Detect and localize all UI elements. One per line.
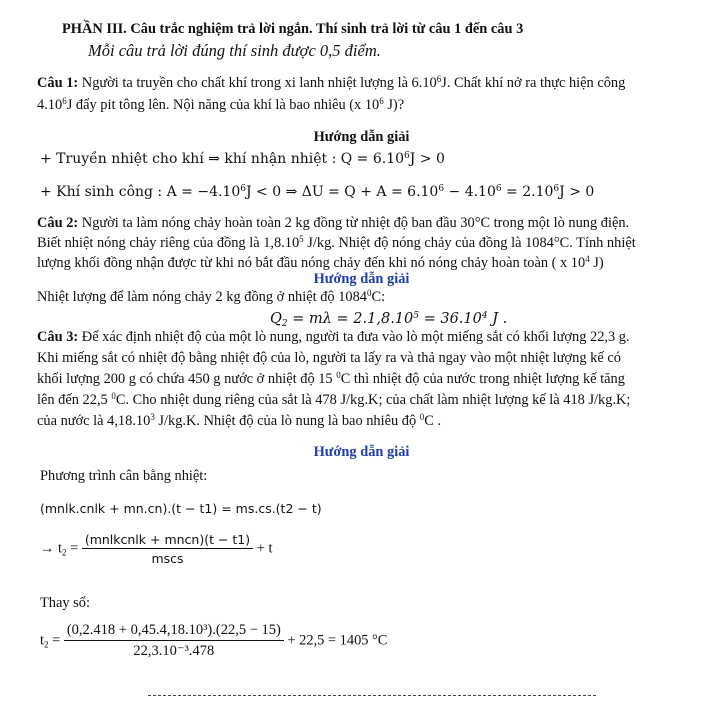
q3-line-1: Câu 3: Để xác định nhiệt độ của một lò nung, người ta đưa vào lò một miếng sắt có khối lượng 22,3 g.: [37, 329, 630, 345]
q3-line-2: Khi miếng sắt có nhiệt độ bằng nhiệt độ của lò, người ta lấy ra và thả ngay vào một nhiệt lượng kế có: [37, 350, 621, 366]
q1-line-1: Câu 1: Người ta truyền cho chất khí trong xi lanh nhiệt lượng là 6.10$^6$J. Chất khí nở ra thực hiện công: [37, 74, 626, 91]
q1-label: Câu 1:: [37, 75, 79, 91]
q2-line-2: Biết nhiệt nóng chảy riêng của đồng là 1,8.10$^5$ J/kg. Nhiệt độ nóng chảy của đồng là 1084°C. Tính nhiệt: [37, 234, 636, 251]
q3-equation-2-fraction: $\frac{\text{(mnlkcnlk + mncn)(t − t1)}}{\text{mscs}}$: [82, 532, 253, 566]
q2-guide-heading: Hướng dẫn giải: [313, 271, 410, 287]
q3-equation-1: (mnlk.cnlk + mn.cn).(t − t1) = ms.cs.(t2 − t): [40, 501, 322, 516]
separator-line: [148, 695, 596, 696]
q3-line-4: lên đến 22,5 $^0$C. Cho nhiệt dung riêng của sắt là 478 J/kg.K; của chất làm nhiệt lượng kế là 418 J/kg.K;: [37, 391, 631, 408]
q3-line-5: của nước là 4,18.10$^3$ J/kg.K. Nhiệt độ của lò nung là bao nhiêu độ $^0$C .: [37, 412, 442, 429]
q3-equation-3-fraction: $\frac{\text{(0,2.418 + 0,45.4,18.10³).(22,5 − 15)}}{\text{22,3.10⁻³.478}}$: [64, 622, 284, 660]
q1-line-2: 4.10$^6$J đẩy pit tông lên. Nội năng của khí là bao nhiêu (x $10^6$ J)?: [37, 96, 405, 113]
q2-label: Câu 2:: [37, 215, 79, 231]
q3-label: Câu 3:: [37, 329, 79, 345]
section-title: PHẦN III. Câu trắc nghiệm trả lời ngắn. Thí sinh trả lời từ câu 1 đến câu 3: [62, 21, 524, 37]
section-note: Mỗi câu trả lời đúng thí sinh được 0,5 điểm.: [88, 41, 381, 60]
q2-line-1: Câu 2: Người ta làm nóng chảy hoàn toàn 2 kg đồng từ nhiệt độ ban đầu 30°C trong một lò nung điện.: [37, 215, 630, 231]
q2-line-3: lượng khối đồng nhận được từ khi nó bắt đầu nóng chảy đến khi nó nóng chảy hoàn toàn ( x $10^4$ J): [37, 254, 604, 271]
q3-substitution-label: Thay số:: [40, 595, 90, 611]
q1-step-2: + Khí sinh công : $A = -4.10^6J < 0$ ⇒ $\Delta U = Q + A = 6.10^6 - 4.10^6 = 2.10^6J > 0$: [40, 184, 595, 200]
q3-equation-title: Phương trình cân bằng nhiệt:: [40, 468, 208, 484]
q2-solution-1: Nhiệt lượng để làm nóng chảy 2 kg đồng ở nhiệt độ 1084$^0$C:: [37, 288, 386, 305]
q3-guide-heading: Hướng dẫn giải: [313, 444, 410, 460]
q3-equation-3: $t_2$ = $\frac{\text{(0,2.418 + 0,45.4,18.10³).(22,5 − 15)}}{\text{22,3.10⁻³.478}}$ + 22,5 = 1405 °C: [40, 622, 388, 659]
q1-step-1: + Truyền nhiệt cho khí ⇒ khí nhận nhiệt : $Q = 6.10^6J > 0$: [40, 151, 445, 167]
q2-solution-2: $Q_2 = m\lambda = 2.1,8.10^5 = 36.10^4$ J .: [270, 311, 508, 329]
q1-guide-heading: Hướng dẫn giải: [313, 129, 410, 145]
q3-line-3: khối lượng 200 g có chứa 450 g nước ở nhiệt độ 15 $^0$C thì nhiệt độ của nước trong nhiệt lượng kế tăng: [37, 370, 625, 387]
q3-equation-2: → $t_2$ = $\frac{\text{(mnlkcnlk + mncn)(t − t1)}}{\text{mscs}}$ + t: [40, 532, 273, 566]
